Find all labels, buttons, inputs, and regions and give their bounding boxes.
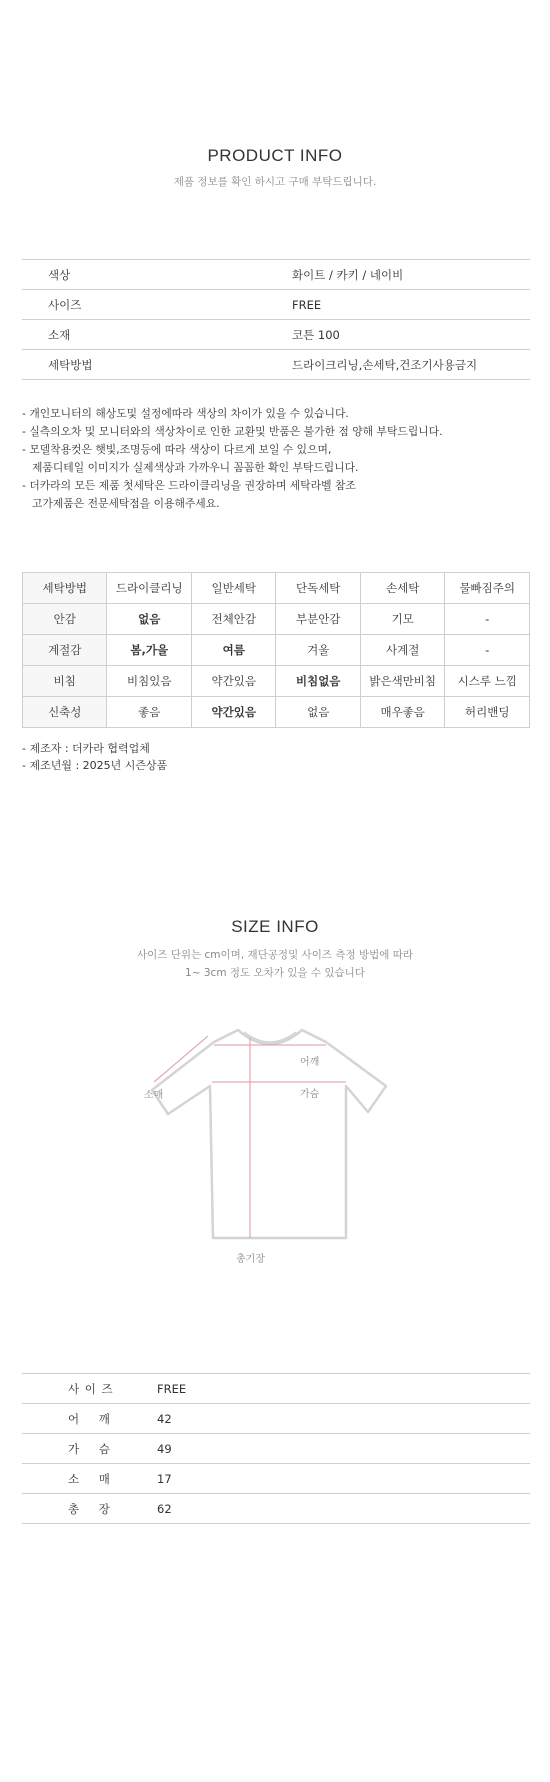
info-row-color (22, 260, 530, 290)
grid-cell: 세탁방법 (23, 573, 107, 604)
info-label: 사이즈 (48, 297, 82, 312)
size-row (22, 1434, 530, 1464)
grid-row-stretch (23, 697, 530, 728)
size-value: 17 (157, 1471, 172, 1486)
grid-cell-selected: 비침없음 (276, 666, 360, 697)
grid-cell-selected: 봄,가을 (107, 635, 192, 666)
grid-cell: 물빠짐주의 (445, 573, 530, 604)
grid-cell: - (445, 604, 530, 635)
sleeve-label: 소매 (144, 1090, 164, 1101)
size-label: 사 이 즈 (68, 1381, 114, 1396)
note-line: - 더카라의 모든 제품 첫세탁은 드라이클리닝을 권장하며 세탁라벨 참조 (22, 479, 356, 492)
note-line: - 개인모니터의 해상도및 설정에따라 색상의 차이가 있을 수 있습니다. (22, 407, 349, 420)
info-row-size (22, 290, 530, 320)
info-value: FREE (292, 297, 322, 312)
size-label: 총 장 (68, 1501, 111, 1516)
grid-cell: 부분안감 (276, 604, 360, 635)
size-row (22, 1404, 530, 1434)
note-line: 고가제품은 전문세탁점을 이용해주세요. (32, 497, 220, 510)
grid-cell: 허리밴딩 (445, 697, 530, 728)
grid-cell: 일반세탁 (191, 573, 275, 604)
grid-cell: 단독세탁 (276, 573, 360, 604)
product-info-subtitle: 제품 정보를 확인 하시고 구매 부탁드립니다. (173, 176, 377, 188)
grid-row-label: 안감 (23, 604, 107, 635)
size-row (22, 1494, 530, 1524)
chest-label: 가슴 (300, 1089, 320, 1100)
grid-cell: 겨울 (276, 635, 360, 666)
length-label: 총기장 (236, 1254, 265, 1265)
fabric-info-grid (22, 572, 530, 728)
grid-cell-selected: 없음 (107, 604, 192, 635)
info-label: 색상 (48, 267, 71, 282)
info-label: 세탁방법 (48, 357, 93, 372)
size-row (22, 1374, 530, 1404)
info-value: 코튼 100 (292, 327, 340, 342)
grid-row-label: 계절감 (23, 635, 107, 666)
note-line: - 모델착용컷은 햇빛,조명등에 따라 색상이 다르게 보일 수 있으며, (22, 443, 332, 456)
info-value: 화이트 / 카키 / 네이비 (292, 267, 404, 282)
size-value: 49 (157, 1441, 172, 1456)
grid-header-row (23, 573, 530, 604)
size-table (22, 1373, 530, 1524)
grid-row-label: 비침 (23, 666, 107, 697)
size-info-title: SIZE INFO (231, 917, 319, 936)
grid-cell: 약간있음 (191, 666, 275, 697)
grid-cell: 좋음 (107, 697, 192, 728)
grid-row-lining (23, 604, 530, 635)
size-label: 어 깨 (68, 1411, 111, 1426)
size-value: FREE (157, 1381, 187, 1396)
info-label: 소재 (48, 327, 71, 342)
size-value: 62 (157, 1501, 172, 1516)
info-row-material (22, 320, 530, 350)
manufacture-date-text: - 제조년월 : 2025년 시즌상품 (22, 759, 168, 772)
grid-cell-selected: 여름 (191, 635, 275, 666)
grid-row-season (23, 635, 530, 666)
tshirt-outline (152, 1030, 386, 1238)
grid-cell: 매우좋음 (360, 697, 444, 728)
grid-cell: - (445, 635, 530, 666)
product-notes (22, 405, 532, 513)
manufacturer-text: - 제조자 : 더카라 협력업체 (22, 742, 150, 755)
size-info-subtitle-2: 1~ 3cm 정도 오차가 있을 수 있습니다 (185, 967, 365, 979)
grid-cell: 밝은색만비침 (360, 666, 444, 697)
grid-cell: 비침있음 (107, 666, 192, 697)
grid-cell: 드라이클리닝 (107, 573, 192, 604)
grid-cell: 전체안감 (191, 604, 275, 635)
size-value: 42 (157, 1411, 172, 1426)
note-line: - 실측의오차 및 모니터와의 색상차이로 인한 교환및 반품은 불가한 점 양해 부탁드립니다. (22, 425, 443, 438)
tshirt-measurement-diagram (144, 1020, 390, 1270)
grid-cell-selected: 약간있음 (191, 697, 275, 728)
grid-cell: 기모 (360, 604, 444, 635)
grid-cell: 손세탁 (360, 573, 444, 604)
maker-info (22, 740, 167, 774)
grid-row-sheer (23, 666, 530, 697)
size-row (22, 1464, 530, 1494)
grid-cell: 사계절 (360, 635, 444, 666)
grid-row-label: 신축성 (23, 697, 107, 728)
grid-cell: 없음 (276, 697, 360, 728)
info-row-washing (22, 350, 530, 380)
shoulder-label: 어깨 (300, 1057, 320, 1068)
grid-cell: 시스루 느낌 (445, 666, 530, 697)
size-label: 가 슴 (68, 1441, 111, 1456)
size-info-subtitle-1: 사이즈 단위는 cm이며, 재단공정및 사이즈 측정 방법에 따라 (137, 949, 413, 961)
product-info-table (22, 259, 530, 380)
note-line: 제품디테일 이미지가 실제색상과 가까우니 꼼꼼한 확인 부탁드립니다. (32, 461, 359, 474)
size-label: 소 매 (68, 1471, 111, 1486)
sleeve-measure-line (154, 1036, 208, 1082)
product-info-title: PRODUCT INFO (207, 146, 343, 165)
info-value: 드라이크리닝,손세탁,건조기사용금지 (292, 357, 478, 372)
